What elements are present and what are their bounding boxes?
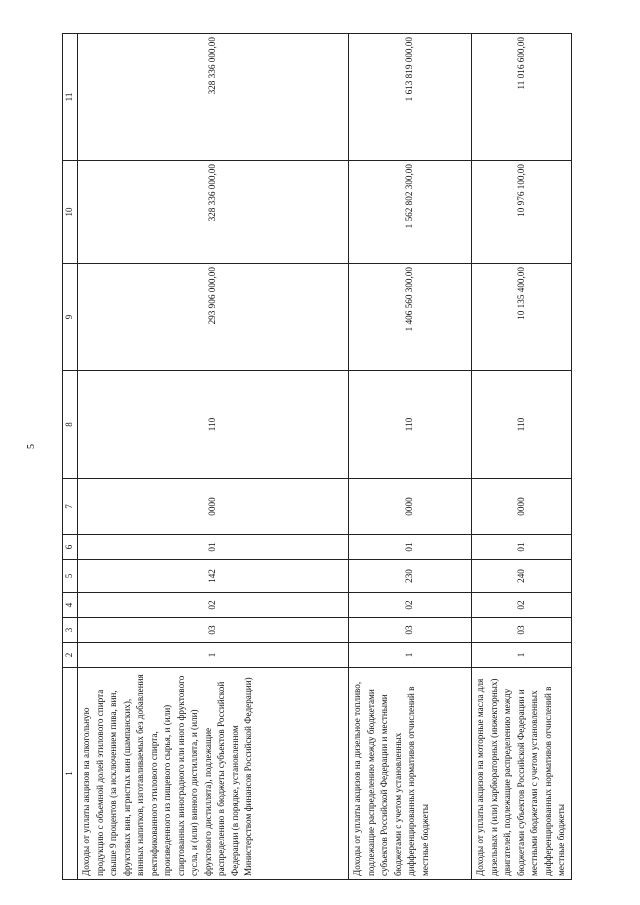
row-code-cell: 0000 — [472, 479, 572, 535]
page-number: 5 — [26, 444, 37, 449]
row-code-cell: 02 — [472, 593, 572, 618]
row-amount-cell: 328 336 000,00 — [78, 161, 349, 264]
row-amount-cell: 11 016 600,00 — [472, 34, 572, 161]
row-amount-cell: 1 613 819 000,00 — [349, 34, 472, 161]
header-cell-9: 9 — [63, 264, 78, 371]
row-code-cell: 230 — [349, 560, 472, 593]
row-amount-cell: 293 906 000,00 — [78, 264, 349, 371]
row-code-cell: 110 — [472, 371, 572, 479]
row-code-cell: 03 — [349, 618, 472, 643]
rotated-table-wrapper — [62, 34, 566, 880]
row-code-cell: 02 — [78, 593, 349, 618]
row-code-cell: 110 — [78, 371, 349, 479]
row-amount-cell: 10 135 400,00 — [472, 264, 572, 371]
row-code-cell: 01 — [78, 535, 349, 560]
revenue-table — [62, 33, 572, 880]
header-cell-1: 1 — [63, 668, 78, 880]
row-amount-cell: 1 406 560 300,00 — [349, 264, 472, 371]
header-cell-10: 10 — [63, 161, 78, 264]
row-code-cell: 1 — [349, 643, 472, 668]
header-cell-6: 6 — [63, 535, 78, 560]
header-cell-3: 3 — [63, 618, 78, 643]
row-amount-cell: 328 336 000,00 — [78, 34, 349, 161]
row-description: Доходы от уплаты акцизов на моторные масла для дизельных и (или) карбюраторных (инжекторных) двигателей, подлежащие распределению между бюджетами субъектов Российской Федерации и местными бюджетами с учетом установленных дифференцированных нормативов отчислений в местные бюджеты — [472, 668, 572, 880]
header-cell-4: 4 — [63, 593, 78, 618]
table-row — [349, 34, 472, 880]
row-description: Доходы от уплаты акцизов на алкогольную продукцию с объемной долей этилового спирта свыше 9 процентов (за исключением пива, вин, фруктовых вин, игристых вин (шампанских), винных напитков, изготавливаемых без добавления ректификованного этилового спирта, произведенного из пищевого сырья, и (или) спиртованных виноградного или иного фруктового сусла, и (или) винного дистиллята, и (или) фруктового дистиллята), подлежащие распределению в бюджеты субъектов Российской Федерации (в порядке, установленном Министерством финансов Российской Федерации) — [78, 668, 349, 880]
row-code-cell: 01 — [349, 535, 472, 560]
row-code-cell: 02 — [349, 593, 472, 618]
header-row — [63, 34, 78, 880]
row-code-cell: 03 — [78, 618, 349, 643]
row-code-cell: 03 — [472, 618, 572, 643]
row-amount-cell: 10 976 100,00 — [472, 161, 572, 264]
row-code-cell: 142 — [78, 560, 349, 593]
row-amount-cell: 1 562 802 300,00 — [349, 161, 472, 264]
row-code-cell: 0000 — [78, 479, 349, 535]
row-code-cell: 240 — [472, 560, 572, 593]
header-cell-2: 2 — [63, 643, 78, 668]
row-code-cell: 1 — [472, 643, 572, 668]
header-cell-5: 5 — [63, 560, 78, 593]
row-code-cell: 0000 — [349, 479, 472, 535]
row-code-cell: 110 — [349, 371, 472, 479]
header-cell-11: 11 — [63, 34, 78, 161]
header-cell-7: 7 — [63, 479, 78, 535]
row-code-cell: 01 — [472, 535, 572, 560]
header-cell-8: 8 — [63, 371, 78, 479]
row-description: Доходы от уплаты акцизов на дизельное топливо, подлежащие распределению между бюджетами субъектов Российской Федерации и местными бюджетами с учетом установленных дифференцированных нормативов отчислений в местные бюджеты — [349, 668, 472, 880]
table-row — [472, 34, 572, 880]
row-code-cell: 1 — [78, 643, 349, 668]
table-row — [78, 34, 349, 880]
